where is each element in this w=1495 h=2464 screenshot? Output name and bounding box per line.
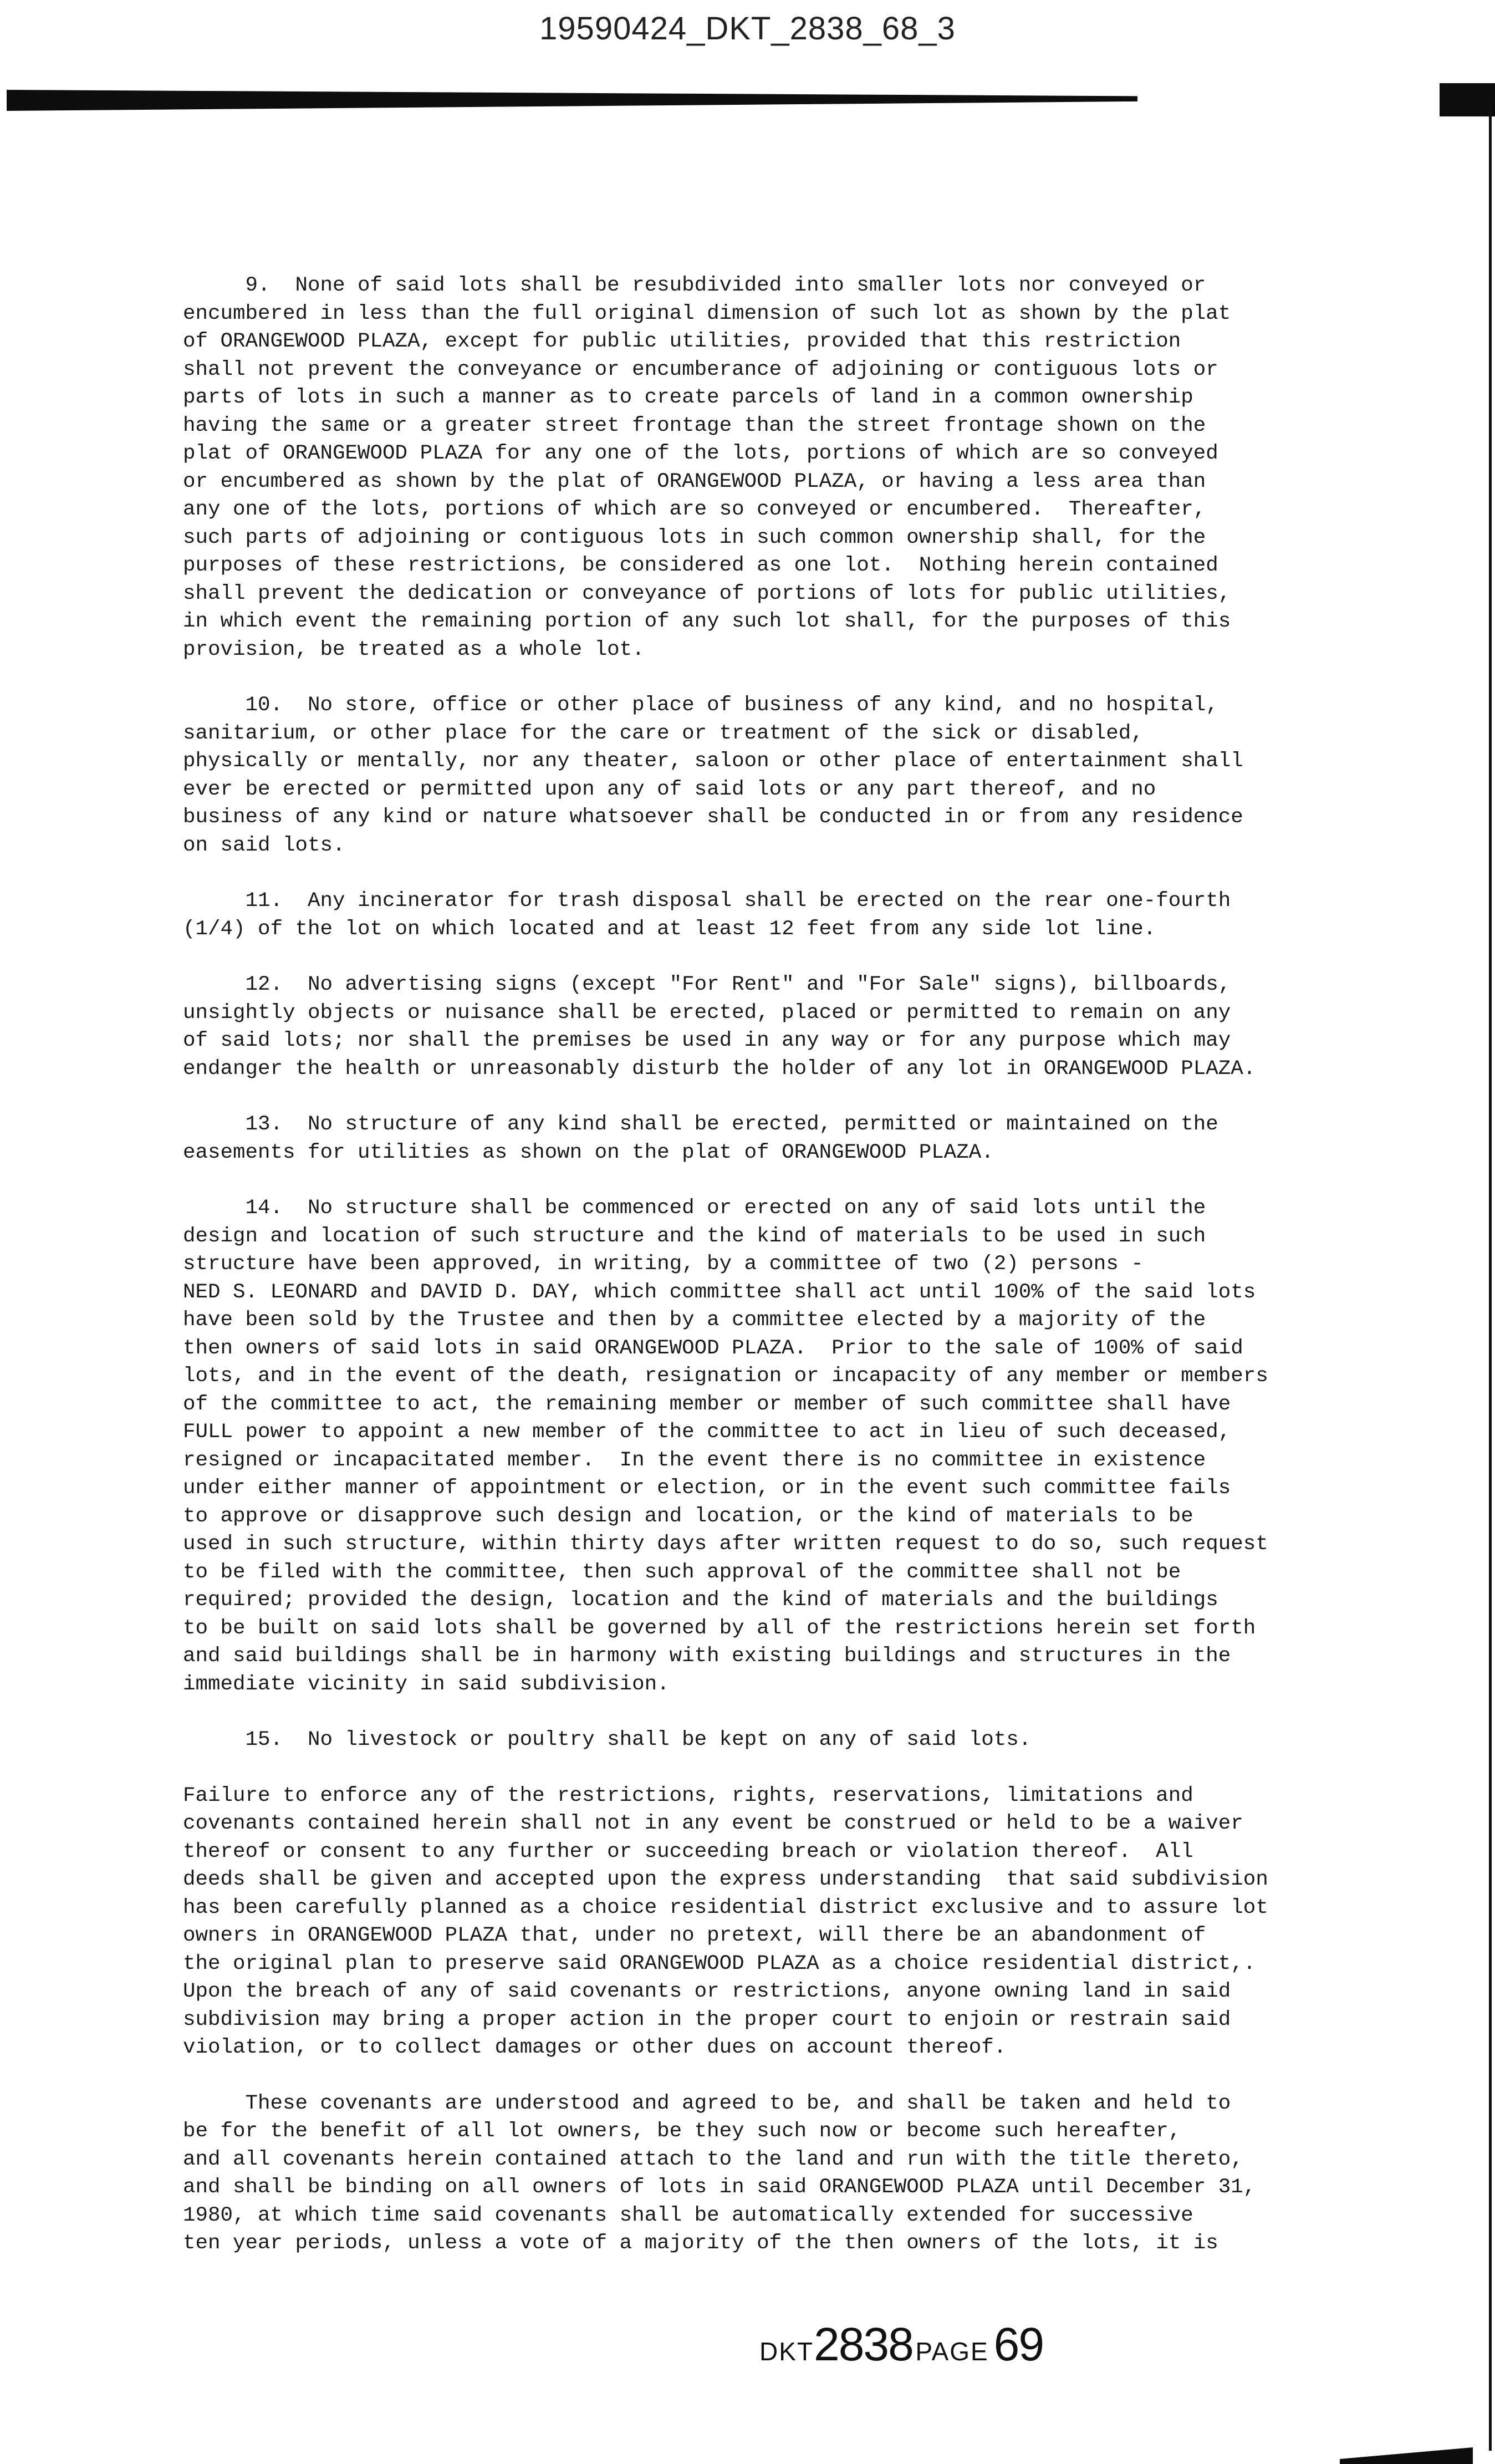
text-line: of ORANGEWOOD PLAZA, except for public utilities, provided that this restriction <box>183 330 1181 353</box>
document-id: 19590424_DKT_2838_68_3 <box>539 11 956 47</box>
text-line: provision, be treated as a whole lot. <box>183 638 645 661</box>
text-line: of said lots; nor shall the premises be used in any way or for any purpose which may <box>183 1029 1231 1052</box>
text-line: design and location of such structure and the kind of materials to be used in such <box>183 1224 1206 1248</box>
text-line: purposes of these restrictions, be considered as one lot. Nothing herein contained <box>183 554 1218 577</box>
text-line: having the same or a greater street frontage than the street frontage shown on the <box>183 414 1206 437</box>
text-line: 11. Any incinerator for trash disposal shall be erected on the rear one-fourth <box>183 889 1231 913</box>
text-line: FULL power to appoint a new member of the committee to act in lieu of such deceased, <box>183 1421 1231 1444</box>
text-line: easements for utilities as shown on the plat of ORANGEWOOD PLAZA. <box>183 1141 994 1164</box>
text-line: parts of lots in such a manner as to create parcels of land in a common ownership <box>183 386 1193 409</box>
text-line: used in such structure, within thirty days after written request to do so, such request <box>183 1533 1268 1556</box>
paragraph-failure <box>183 1782 1419 2062</box>
text-line: Upon the breach of any of said covenants or restrictions, anyone owning land in said <box>183 1980 1231 2003</box>
paragraph-p15 <box>183 1726 1419 1754</box>
text-line: structure have been approved, in writing, by a committee of two (2) persons - <box>183 1253 1144 1276</box>
text-line: business of any kind or nature whatsoever shall be conducted in or from any residence <box>183 806 1243 829</box>
paragraph-covenants <box>183 2090 1419 2258</box>
text-line: of the committee to act, the remaining member or member of such committee shall have <box>183 1392 1231 1416</box>
text-line: shall not prevent the conveyance or encumberance of adjoining or contiguous lots or <box>183 358 1218 381</box>
text-line: sanitarium, or other place for the care or treatment of the sick or disabled, <box>183 721 1144 745</box>
text-line: has been carefully planned as a choice residential district exclusive and to assure lot <box>183 1896 1268 1920</box>
text-line: or encumbered as shown by the plat of ORANGEWOOD PLAZA, or having a less area than <box>183 470 1206 493</box>
text-line: owners in ORANGEWOOD PLAZA that, under no pretext, will there be an abandonment of <box>183 1924 1206 1947</box>
text-line: 12. No advertising signs (except "For Rent" and "For Sale" signs), billboards, <box>183 973 1231 996</box>
text-line: 13. No structure of any kind shall be erected, permitted or maintained on the <box>183 1113 1218 1136</box>
text-line: have been sold by the Trustee and then by a committee elected by a majority of the <box>183 1309 1206 1332</box>
text-line: deeds shall be given and accepted upon the express understanding that said subdivision <box>183 1868 1268 1891</box>
paragraph-p13 <box>183 1111 1419 1167</box>
text-line: then owners of said lots in said ORANGEWOOD PLAZA. Prior to the sale of 100% of said <box>183 1336 1243 1360</box>
docket-label: DKT <box>759 2337 814 2366</box>
text-line: 14. No structure shall be commenced or erected on any of said lots until the <box>183 1197 1206 1220</box>
text-line: (1/4) of the lot on which located and at least 12 feet from any side lot line. <box>183 917 1156 941</box>
docket-number: 2838 <box>814 2318 913 2370</box>
text-line: immediate vicinity in said subdivision. <box>183 1672 670 1696</box>
text-line: 1980, at which time said covenants shall be automatically extended for successive <box>183 2203 1193 2227</box>
text-line: and said buildings shall be in harmony with existing buildings and structures in the <box>183 1645 1231 1668</box>
text-line: ever be erected or permitted upon any of said lots or any part thereof, and no <box>183 777 1156 801</box>
text-line: the original plan to preserve said ORANGEWOOD PLAZA as a choice residential district,. <box>183 1952 1256 1976</box>
text-line: such parts of adjoining or contiguous lots in such common ownership shall, for the <box>183 526 1206 549</box>
text-line: and all covenants herein contained attach to the land and run with the title thereto, <box>183 2147 1243 2171</box>
text-line: NED S. LEONARD and DAVID D. DAY, which committee shall act until 100% of the said lots <box>183 1280 1256 1304</box>
text-line: endanger the health or unreasonably disturb the holder of any lot in ORANGEWOOD PLAZA. <box>183 1057 1256 1081</box>
text-line: Failure to enforce any of the restrictions, rights, reservations, limitations and <box>183 1784 1193 1808</box>
text-line: to be filed with the committee, then such approval of the committee shall not be <box>183 1560 1181 1584</box>
text-line: on said lots. <box>183 833 345 857</box>
text-line: any one of the lots, portions of which are so conveyed or encumbered. Thereafter, <box>183 498 1206 521</box>
text-line: 15. No livestock or poultry shall be kept on any of said lots. <box>183 1728 1032 1752</box>
text-line: required; provided the design, location and the kind of materials and the buildings <box>183 1589 1218 1612</box>
page-label: PAGE <box>915 2337 989 2366</box>
docket-page-reference <box>759 2318 1043 2371</box>
document-body <box>183 272 1419 2285</box>
text-line: violation, or to collect damages or other dues on account thereof. <box>183 2036 1007 2059</box>
text-line: ten year periods, unless a vote of a majority of the then owners of the lots, it is <box>183 2232 1218 2255</box>
scan-edge-bottom <box>1340 2447 1473 2464</box>
text-line: 9. None of said lots shall be resubdivided into smaller lots nor conveyed or <box>183 274 1206 297</box>
paragraph-p9 <box>183 272 1419 664</box>
page-number: 69 <box>993 2318 1044 2370</box>
text-line: covenants contained herein shall not in any event be construed or held to be a waiver <box>183 1812 1243 1835</box>
paragraph-p11 <box>183 887 1419 943</box>
text-line: encumbered in less than the full original dimension of such lot as shown by the plat <box>183 302 1231 325</box>
text-line: physically or mentally, nor any theater, saloon or other place of entertainment shall <box>183 750 1243 773</box>
text-line: resigned or incapacitated member. In the event there is no committee in existence <box>183 1448 1206 1472</box>
text-line: subdivision may bring a proper action in the proper court to enjoin or restrain said <box>183 2008 1231 2032</box>
text-line: plat of ORANGEWOOD PLAZA for any one of the lots, portions of which are so conveyed <box>183 442 1218 465</box>
paragraph-p10 <box>183 691 1419 859</box>
text-line: lots, and in the event of the death, resignation or incapacity of any member or members <box>183 1365 1268 1388</box>
text-line: unsightly objects or nuisance shall be erected, placed or permitted to remain on any <box>183 1001 1231 1025</box>
text-line: to be built on said lots shall be governed by all of the restrictions herein set forth <box>183 1616 1256 1640</box>
text-line: shall prevent the dedication or conveyance of portions of lots for public utilities, <box>183 582 1231 605</box>
scan-edge-corner <box>1440 83 1495 116</box>
text-line: under either manner of appointment or election, or in the event such committee fails <box>183 1477 1231 1500</box>
scan-edge-line <box>1489 105 1492 2451</box>
paragraph-p14 <box>183 1194 1419 1698</box>
text-line: 10. No store, office or other place of business of any kind, and no hospital, <box>183 694 1218 717</box>
text-line: thereof or consent to any further or succeeding breach or violation thereof. All <box>183 1840 1193 1864</box>
text-line: These covenants are understood and agreed to be, and shall be taken and held to <box>183 2091 1231 2115</box>
scan-edge-bar <box>7 90 1137 111</box>
text-line: to approve or disapprove such design and location, or the kind of materials to be <box>183 1504 1193 1528</box>
text-line: and shall be binding on all owners of lots in said ORANGEWOOD PLAZA until December 31, <box>183 2176 1256 2199</box>
text-line: be for the benefit of all lot owners, be they such now or become such hereafter, <box>183 2120 1181 2143</box>
text-line: in which event the remaining portion of any such lot shall, for the purposes of this <box>183 610 1231 633</box>
paragraph-p12 <box>183 971 1419 1083</box>
